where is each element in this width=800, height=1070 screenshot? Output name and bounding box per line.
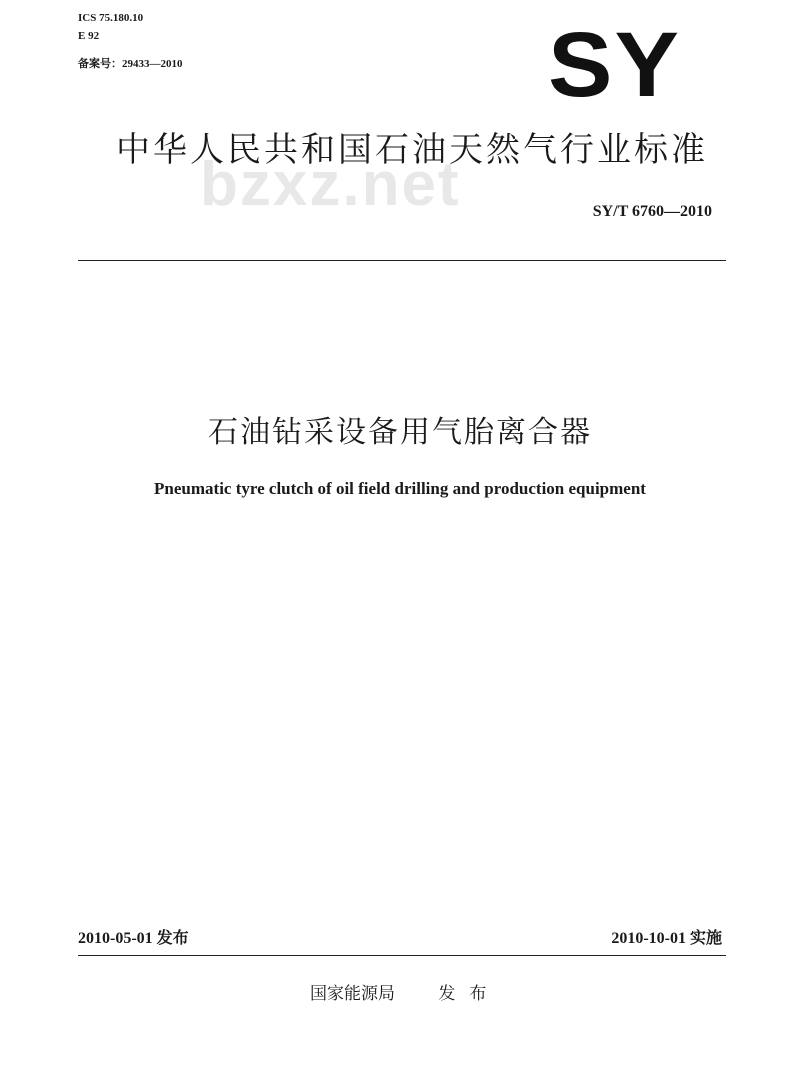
watermark: bzxz.net bbox=[200, 150, 461, 219]
classification-code: E 92 bbox=[78, 30, 100, 42]
organization-title: 中华人民共和国石油天然气行业标准 bbox=[116, 130, 708, 170]
issuer bbox=[310, 982, 500, 1006]
issuer-action: 发布 bbox=[438, 984, 501, 1004]
bottom-divider bbox=[78, 955, 726, 956]
standard-number: SY/T 6760—2010 bbox=[592, 203, 712, 220]
implementation-date: 2010-10-01 实施 bbox=[611, 930, 722, 947]
issue-date: 2010-05-01 发布 bbox=[78, 930, 189, 947]
document-title-english: Pneumatic tyre clutch of oil field drilling and production equipment bbox=[154, 479, 646, 498]
document-title-chinese: 石油钻采设备用气胎离合器 bbox=[208, 415, 592, 450]
ics-code: ICS 75.180.10 bbox=[78, 12, 144, 24]
sy-logo: SY bbox=[548, 14, 682, 116]
issuer-organization: 国家能源局 bbox=[310, 984, 395, 1004]
top-divider bbox=[78, 260, 726, 261]
record-number: 备案号：29433—2010 bbox=[78, 58, 183, 70]
